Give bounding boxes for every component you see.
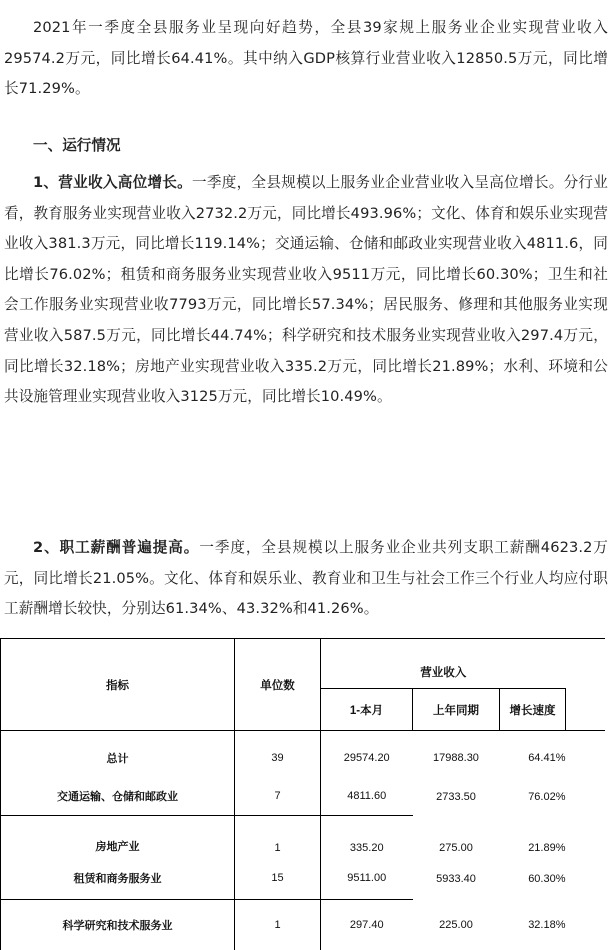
row-last-year: 17988.30	[433, 751, 479, 764]
row-name: 租赁和商务服务业	[1, 858, 235, 900]
header-current: 1-本月	[321, 689, 413, 731]
table-row	[1, 778, 605, 816]
row-last-year: 2733.50	[436, 790, 476, 803]
row-growth: 32.18%	[528, 918, 566, 931]
section-heading: 一、运行情况	[33, 137, 121, 154]
row-growth: 21.89%	[528, 841, 566, 854]
row-growth: 64.41%	[528, 751, 566, 764]
table-row	[1, 858, 605, 900]
row-units: 1	[235, 900, 321, 950]
row-current: 29574.20	[321, 738, 413, 778]
row-last-year: 225.00	[439, 918, 473, 931]
table-row	[1, 816, 605, 858]
revenue-table	[0, 638, 605, 950]
paragraph-salary-body: 一季度，全县规模以上服务业企业共列支职工薪酬4623.2万元，同比增长21.05%。文化、体育和娱乐业、教育业和卫生与社会工作三个行业人均应付职工薪酬增长较快，分别达61.34%、43.32%和41.26%。	[4, 539, 608, 618]
row-last-year: 5933.40	[436, 872, 476, 885]
row-units: 7	[235, 778, 321, 816]
row-name: 总计	[1, 738, 235, 778]
row-current: 4811.60	[321, 778, 413, 816]
paragraph-salary-lead: 2、职工薪酬普遍提高。	[33, 539, 200, 556]
row-growth: 60.30%	[528, 872, 566, 885]
row-last-year: 275.00	[439, 841, 473, 854]
row-name: 房地产业	[1, 816, 235, 858]
row-units: 15	[235, 858, 321, 900]
header-revenue: 营业收入	[321, 639, 566, 689]
row-name: 交通运输、仓储和邮政业	[1, 778, 235, 816]
header-growth: 增长速度	[500, 689, 566, 731]
row-current: 297.40	[321, 900, 413, 950]
row-units: 39	[235, 738, 321, 778]
table-row	[1, 738, 605, 778]
intro-text: 2021年一季度全县服务业呈现向好趋势，全县39家规上服务业企业实现营业收入29574.2万元，同比增长64.41%。其中纳入GDP核算行业营业收入12850.5万元，同比增长71.29%。	[4, 19, 608, 98]
row-current: 335.20	[321, 816, 413, 858]
paragraph-revenue-lead: 1、营业收入高位增长。	[33, 174, 193, 191]
header-units: 单位数	[235, 639, 321, 731]
paragraph-revenue	[4, 168, 608, 413]
intro-paragraph	[4, 13, 608, 105]
row-growth: 76.02%	[528, 790, 566, 803]
paragraph-revenue-body: 一季度，全县规模以上服务业企业营业收入呈高位增长。分行业看，教育服务业实现营业收入2732.2万元，同比增长493.96%；文化、体育和娱乐业实现营业收入381.3万元，同比增长119.14%；交通运输、仓储和邮政业实现营业收入4811.6，同比增长76.02%；租赁和商务服务业实现营业收入9511万元，同比增长60.30%；卫生和社会工作服务业实现营业收7793万元，同比增长57.34%；居民服务、修理和其他服务业实现营业收入587.5万元，同比增长44.74%；科学研究和技术服务业实现营业收入297.4万元，同比增长32.18%；房地产业实现营业收入335.2万元，同比增长21.89%；水利、环境和公共设施管理业实现营业收入3125万元，同比增长10.49%。	[4, 174, 608, 406]
row-units: 1	[235, 816, 321, 858]
row-name: 科学研究和技术服务业	[1, 900, 235, 950]
row-current: 9511.00	[321, 858, 413, 900]
header-last-year: 上年同期	[413, 689, 500, 731]
paragraph-salary	[4, 533, 608, 625]
header-indicator: 指标	[1, 639, 235, 731]
